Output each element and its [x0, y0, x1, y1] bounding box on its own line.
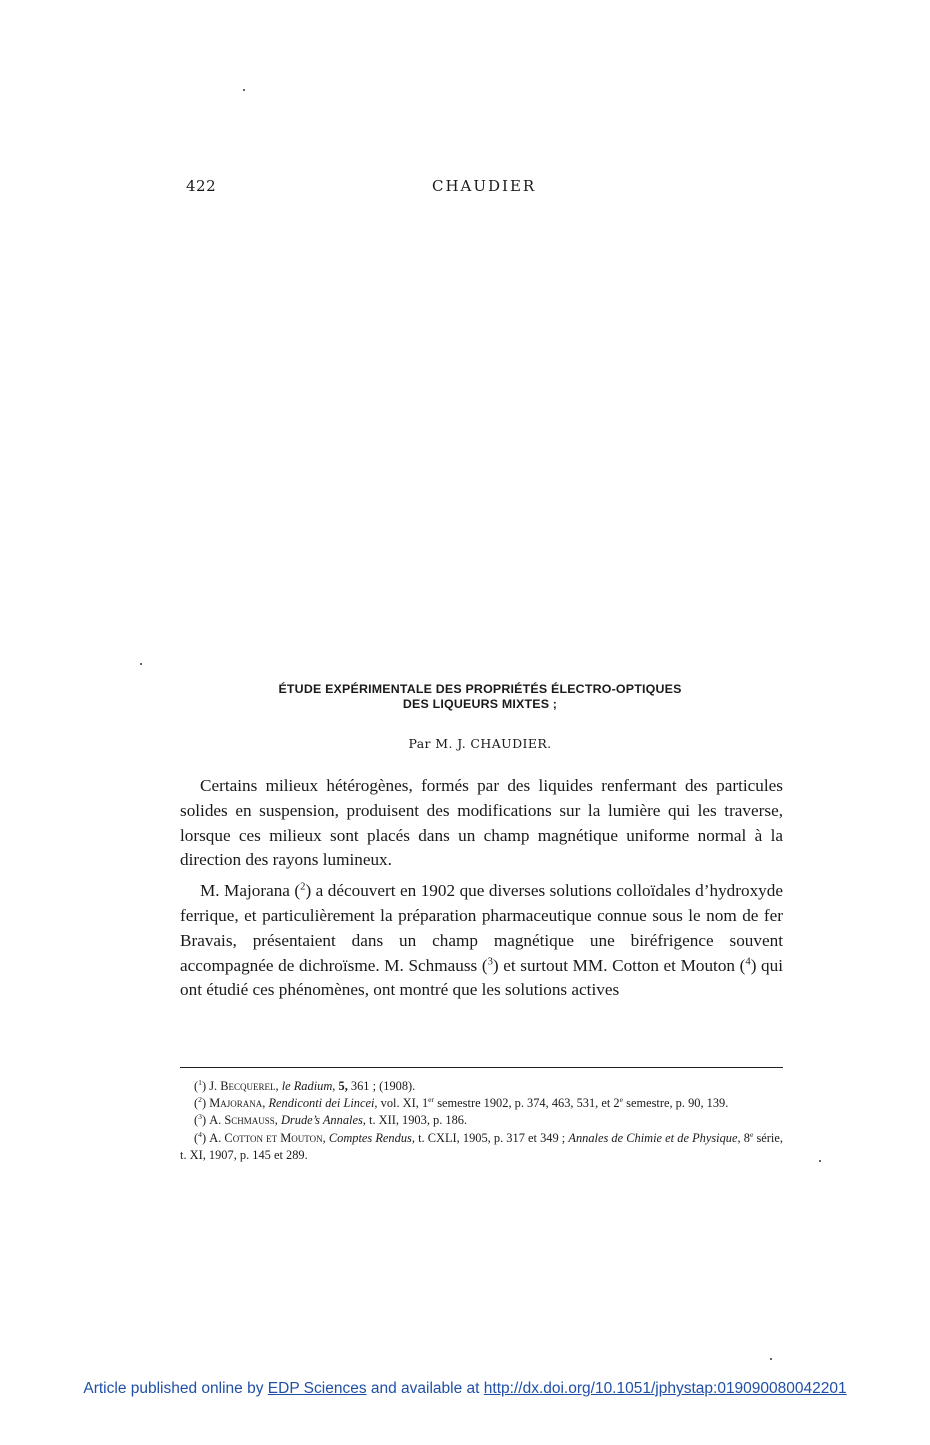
- scan-speck: [243, 89, 245, 91]
- publisher-link[interactable]: EDP Sciences: [267, 1380, 367, 1397]
- publication-banner: [0, 1380, 930, 1398]
- footnote-separator: [180, 1067, 783, 1068]
- footnote: ($^3$) A. Schmauss, Drude’s Annales, t. XII, 1903, p. 186.: [194, 1112, 468, 1128]
- article-title-line: ÉTUDE EXPÉRIMENTALE DES PROPRIÉTÉS ÉLECTRO-OPTIQUES: [278, 682, 682, 696]
- running-head: CHAUDIER: [432, 177, 537, 195]
- article-body: [180, 774, 783, 1003]
- footnote-ref: 2: [300, 881, 306, 893]
- scan-speck: [770, 1358, 772, 1360]
- author-byline: Par M. J. CHAUDIER.: [408, 736, 552, 751]
- body-paragraph: M. Majorana ($^2$) a découvert en 1902 que diverses solutions colloïdales d’hydroxyde ferrique, et particulièrement la préparation pharmaceutique connue sous le nom de fer Bravais, présentaient dans un champ magnétique une biréfrigence souvent accompagnée de dichroïsme. M. Schmauss ($^3$) et surtout MM. Cotton et Mouton ($^4$) qui ont étudié ces phénomènes, ont montré que les solutions actives: [180, 881, 783, 1000]
- scan-speck: [819, 1160, 821, 1162]
- footnote: ($^4$) A. Cotton et Mouton, Comptes Rendus, t. CXLI, 1905, p. 317 et 349 ; Annales de Chimie et de Physique, 8e série, t. XI, 1907, p. 145 et 289.: [180, 1129, 783, 1162]
- article-title: [180, 682, 780, 712]
- footnote-ref: 3: [487, 955, 493, 967]
- body-paragraph: Certains milieux hétérogènes, formés par des liquides renfermant des particules solides en suspension, produisent des modifications sur la lumière qui les traverse, lorsque ces milieux sont placés dans un champ magnétique uniforme normal à la direction des rayons lumineux.: [180, 776, 783, 870]
- article-title-line: DES LIQUEURS MIXTES ;: [402, 697, 558, 711]
- footnotes: [180, 1078, 783, 1164]
- banner-middle: and available at: [370, 1380, 480, 1397]
- page-number: 422: [186, 177, 217, 195]
- footnote: ($^2$) Majorana, Rendiconti dei Lincei, vol. XI, 1er semestre 1902, p. 374, 463, 531, et 2e semestre, p. 90, 139.: [194, 1095, 729, 1111]
- footnote: ($^1$) J. Becquerel, le Radium, 5, 361 ; (1908).: [194, 1077, 416, 1093]
- scan-speck: [140, 663, 142, 665]
- footnote-ref: 4: [745, 955, 751, 967]
- doi-link[interactable]: http://dx.doi.org/10.1051/jphystap:019090080042201: [483, 1380, 847, 1397]
- banner-prefix: Article published online by: [83, 1380, 264, 1397]
